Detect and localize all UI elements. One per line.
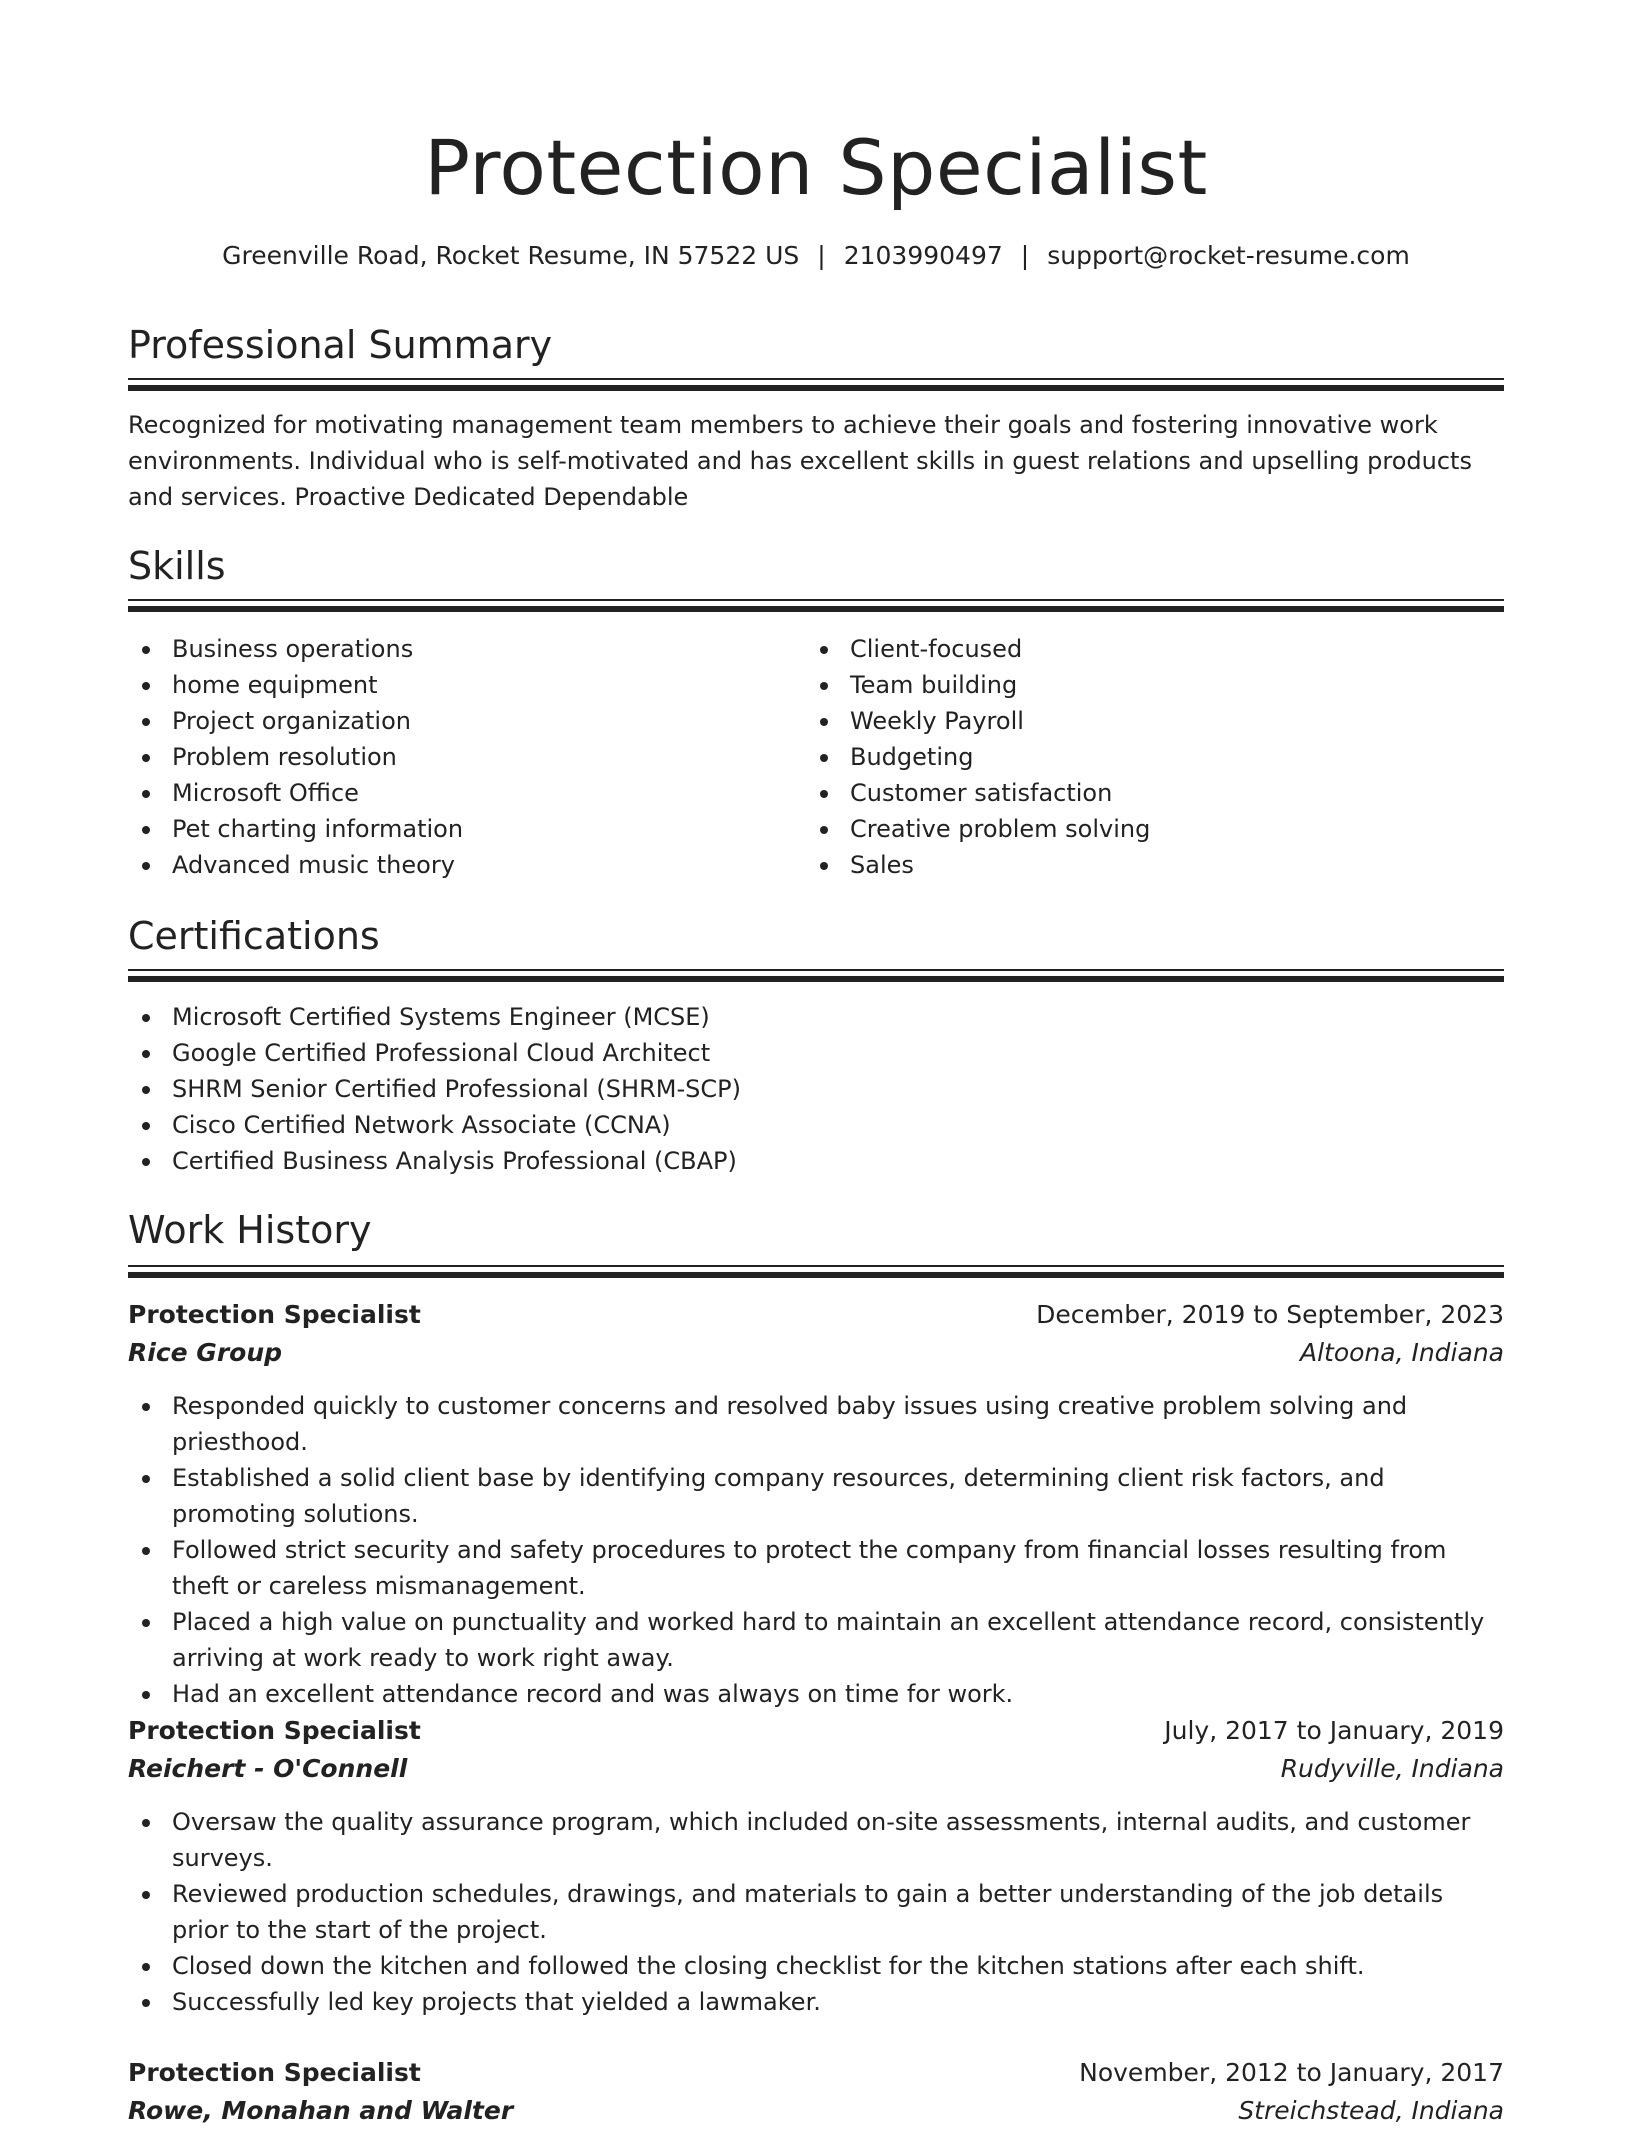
job-header-row [128, 1712, 1504, 1750]
job-location: Altoona, Indiana [1299, 1338, 1504, 1367]
section-title-summary: Professional Summary [128, 323, 553, 367]
skill-item: Team building [806, 667, 1466, 703]
job-dates: July, 2017 to January, 2019 [1164, 1716, 1504, 1745]
certification-item: Google Certified Professional Cloud Architect [128, 1035, 1504, 1071]
skill-item: Client-focused [806, 631, 1466, 667]
job-bullets [128, 1804, 1504, 2020]
job-title: Protection Specialist [128, 2058, 421, 2087]
job-company: Reichert - O'Connell [128, 1754, 408, 1783]
section-divider [128, 1265, 1504, 1279]
job-bullet: Had an excellent attendance record and was always on time for work. [128, 1676, 1504, 1712]
job-dates: December, 2019 to September, 2023 [1036, 1300, 1504, 1329]
job-company-row [128, 1334, 1504, 1372]
skill-item: home equipment [128, 667, 788, 703]
skill-item: Sales [806, 847, 1466, 883]
job-dates: November, 2012 to January, 2017 [1079, 2058, 1504, 2087]
skill-item: Business operations [128, 631, 788, 667]
contact-phone: 2103990497 [843, 241, 1003, 270]
skill-item: Problem resolution [128, 739, 788, 775]
skill-item: Pet charting information [128, 811, 788, 847]
job-company: Rice Group [128, 1338, 283, 1367]
skills-list-left [128, 631, 788, 883]
job-bullet: Reviewed production schedules, drawings, and materials to gain a better understanding of the job details prior to the start of the project. [128, 1876, 1504, 1948]
job-bullet: Responded quickly to customer concerns and resolved baby issues using creative problem solving and priesthood. [128, 1388, 1504, 1460]
summary-text: Recognized for motivating management team members to achieve their goals and fostering innovative work environments. Individual who is self-motivated and has excellent skills in guest relations and upselling products and services. Proactive Dedicated Dependable [128, 411, 1472, 511]
job-bullet: Established a solid client base by identifying company resources, determining client risk factors, and promoting solutions. [128, 1460, 1504, 1532]
job-title: Protection Specialist [128, 1300, 421, 1329]
job-bullet: Oversaw the quality assurance program, which included on-site assessments, internal audits, and customer surveys. [128, 1804, 1504, 1876]
contact-line [128, 236, 1504, 276]
job-location: Rudyville, Indiana [1280, 1754, 1504, 1783]
job-bullet: Closed down the kitchen and followed the closing checklist for the kitchen stations after each shift. [128, 1948, 1504, 1984]
contact-separator: | [817, 241, 826, 270]
certification-item: Microsoft Certified Systems Engineer (MCSE) [128, 999, 1504, 1035]
job-bullet: Successfully led key projects that yielded a lawmaker. [128, 1984, 1504, 2020]
job-bullet: Placed a high value on punctuality and worked hard to maintain an excellent attendance record, consistently arriving at work ready to work right away. [128, 1604, 1504, 1676]
contact-email[interactable]: support@rocket-resume.com [1047, 241, 1410, 270]
skill-item: Budgeting [806, 739, 1466, 775]
skills-list-right [806, 631, 1466, 883]
contact-address: Greenville Road, Rocket Resume, IN 57522 US [222, 241, 800, 270]
skill-item: Microsoft Office [128, 775, 788, 811]
certification-item: Certified Business Analysis Professional (CBAP) [128, 1143, 1504, 1179]
candidate-name: Protection Specialist [424, 123, 1208, 212]
certifications-list [128, 999, 1504, 1179]
contact-separator: | [1020, 241, 1030, 270]
job-bullets [128, 1388, 1504, 1712]
section-divider [128, 969, 1504, 983]
job-location: Streichstead, Indiana [1238, 2096, 1504, 2125]
skill-item: Advanced music theory [128, 847, 788, 883]
section-title-work-history: Work History [128, 1208, 372, 1252]
section-divider [128, 378, 1504, 392]
job-title: Protection Specialist [128, 1716, 421, 1745]
section-title-skills: Skills [128, 544, 226, 588]
job-company-row [128, 2092, 1504, 2130]
job-header-row [128, 2054, 1504, 2092]
skill-item: Customer satisfaction [806, 775, 1466, 811]
section-title-certifications: Certifications [128, 914, 380, 958]
job-header-row [128, 1296, 1504, 1334]
skill-item: Creative problem solving [806, 811, 1466, 847]
section-divider [128, 599, 1504, 613]
certification-item: SHRM Senior Certified Professional (SHRM-SCP) [128, 1071, 1504, 1107]
job-company: Rowe, Monahan and Walter [128, 2096, 514, 2125]
skill-item: Project organization [128, 703, 788, 739]
skill-item: Weekly Payroll [806, 703, 1466, 739]
job-company-row [128, 1750, 1504, 1788]
certification-item: Cisco Certified Network Associate (CCNA) [128, 1107, 1504, 1143]
job-bullet: Followed strict security and safety procedures to protect the company from financial losses resulting from theft or careless mismanagement. [128, 1532, 1504, 1604]
